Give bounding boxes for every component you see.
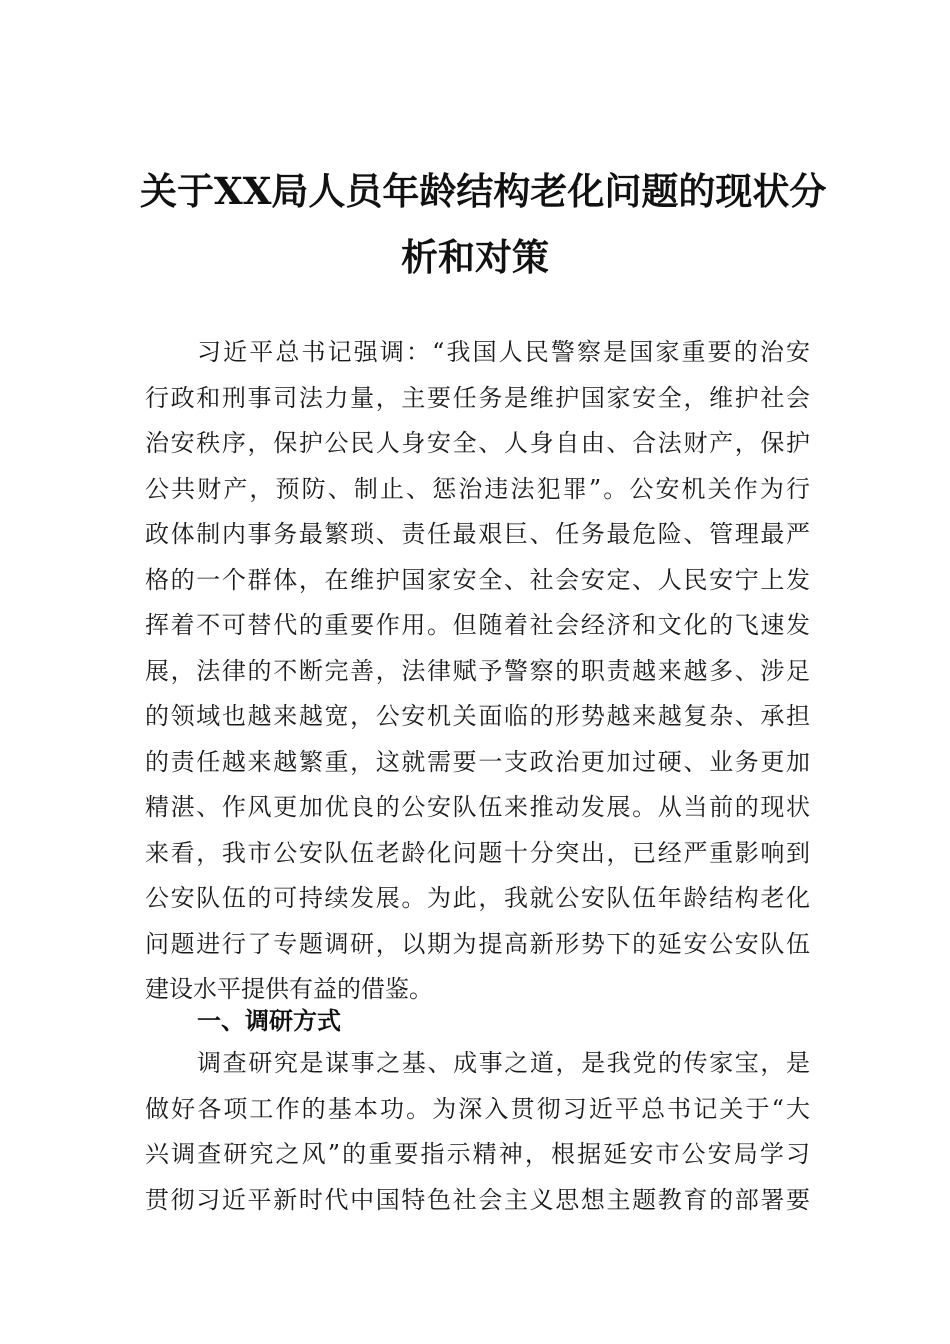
paragraph-line: 调查研究是谋事之基、成事之道，是我党的传家宝，是 [197,1049,810,1077]
document-title [140,158,827,290]
paragraph-line: 精湛、作风更加优良的公安队伍来推动发展。从当前的现状 [145,793,810,821]
paragraph-line: 政体制内事务最繁琐、责任最艰巨、任务最危险、管理最严 [145,520,810,548]
paragraph-line: 来看，我市公安队伍老龄化问题十分突出，已经严重影响到 [145,838,810,867]
section-heading: 一、调研方式 [197,1007,341,1035]
paragraph-line: 问题进行了专题调研，以期为提高新形势下的延安公安队伍 [145,929,810,958]
paragraph-line: 公安队伍的可持续发展。为此，我就公安队伍年龄结构老化 [145,884,810,912]
title-line-2: 析和对策 [401,235,549,279]
paragraph-line: 贯彻习近平新时代中国特色社会主义思想主题教育的部署要 [145,1185,810,1214]
paragraph-line: 习近平总书记强调：“我国人民警察是国家重要的治安 [197,338,810,366]
paragraph-line: 做好各项工作的基本功。为深入贯彻习近平总书记关于“大 [145,1094,810,1123]
intro-paragraph [145,330,810,1013]
paragraph-line: 行政和刑事司法力量，主要任务是维护国家安全，维护社会 [145,383,810,412]
method-paragraph [145,1041,810,1223]
paragraph-line: 的领域也越来越宽，公安机关面临的形势越来越复杂、承担 [145,702,810,730]
paragraph-line: 格的一个群体，在维护国家安全、社会安定、人民安宁上发 [145,565,810,594]
paragraph-line: 治安秩序，保护公民人身安全、人身自由、合法财产，保护 [145,429,810,457]
paragraph-line: 挥着不可替代的重要作用。但随着社会经济和文化的飞速发 [145,611,810,639]
paragraph-line: 公共财产，预防、制止、惩治违法犯罪”。公安机关作为行 [145,474,810,503]
paragraph-line: 建设水平提供有益的借鉴。 [145,975,433,1003]
paragraph-line: 的责任越来越繁重，这就需要一支政治更加过硬、业务更加 [145,747,810,776]
title-line-1: 关于XX局人员年龄结构老化问题的现状分 [140,169,827,213]
paragraph-line: 展，法律的不断完善，法律赋予警察的职责越来越多、涉足 [145,656,810,685]
paragraph-line: 兴调查研究之风”的重要指示精神，根据延安市公安局学习 [145,1140,810,1168]
